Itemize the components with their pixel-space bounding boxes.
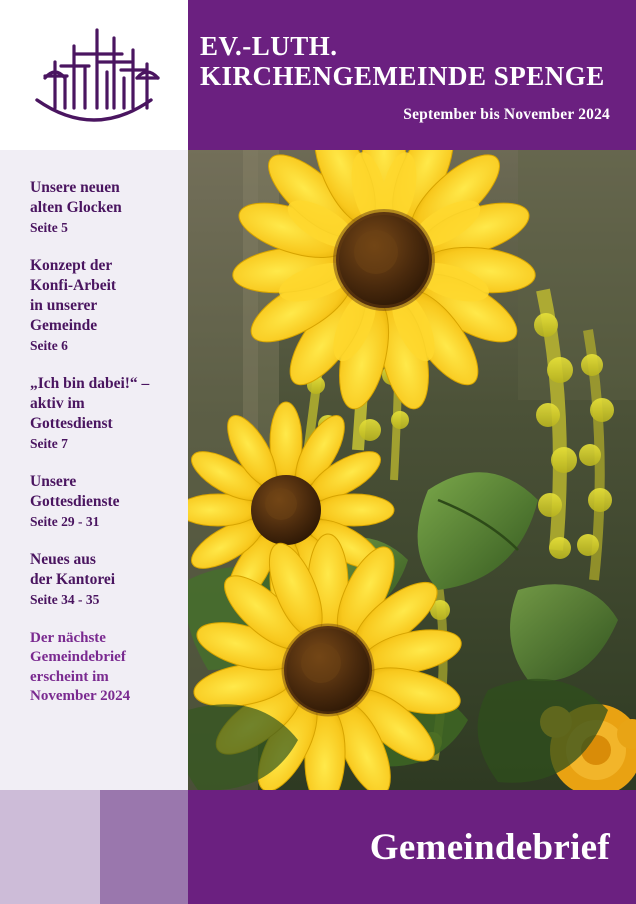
toc-item-page: Seite 7 [30,435,68,451]
church-crosses-logo [19,16,169,134]
toc-item-title: Neues aus der Kantorei [30,551,116,589]
toc-item[interactable] [30,472,170,530]
toc-item-title: Konzept der Konfi-Arbeit in unserer Gemeinde [30,257,117,334]
footer-accent-light [0,790,100,904]
publication-title: Gemeindebrief [369,826,610,868]
sunflower-photo-graphic [188,150,636,790]
logo-container [0,0,188,150]
header-text-block [188,0,636,150]
toc-item-page: Seite 34 - 35 [30,591,100,607]
toc-item[interactable] [30,178,170,236]
issue-date: September bis November 2024 [403,105,610,123]
parish-title-line1: EV.-LUTH. [200,31,338,62]
toc-item-title: „Ich bin dabei!“ – aktiv im Gottesdienst [30,375,150,432]
toc-item-page: Seite 29 - 31 [30,513,100,529]
sunflower-bouquet-photo [188,150,636,790]
toc-item-page: Seite 6 [30,337,68,353]
toc-item[interactable] [30,256,170,354]
footer-accent-mid [100,790,188,904]
toc-item[interactable] [30,550,170,608]
parish-title-line2: KIRCHENGEMEINDE SPENGE [200,60,605,91]
next-issue-note: Der nächste Gemeindebrief erscheint im November 2024 [30,629,131,704]
toc-item-title: Unsere neuen alten Glocken [30,179,122,216]
table-of-contents-sidebar [0,150,188,790]
cover-footer [188,790,636,904]
cover-header [0,0,636,150]
toc-item[interactable] [30,374,170,452]
toc-item-title: Unsere Gottesdienste [30,473,120,510]
toc-item-page: Seite 5 [30,219,68,235]
